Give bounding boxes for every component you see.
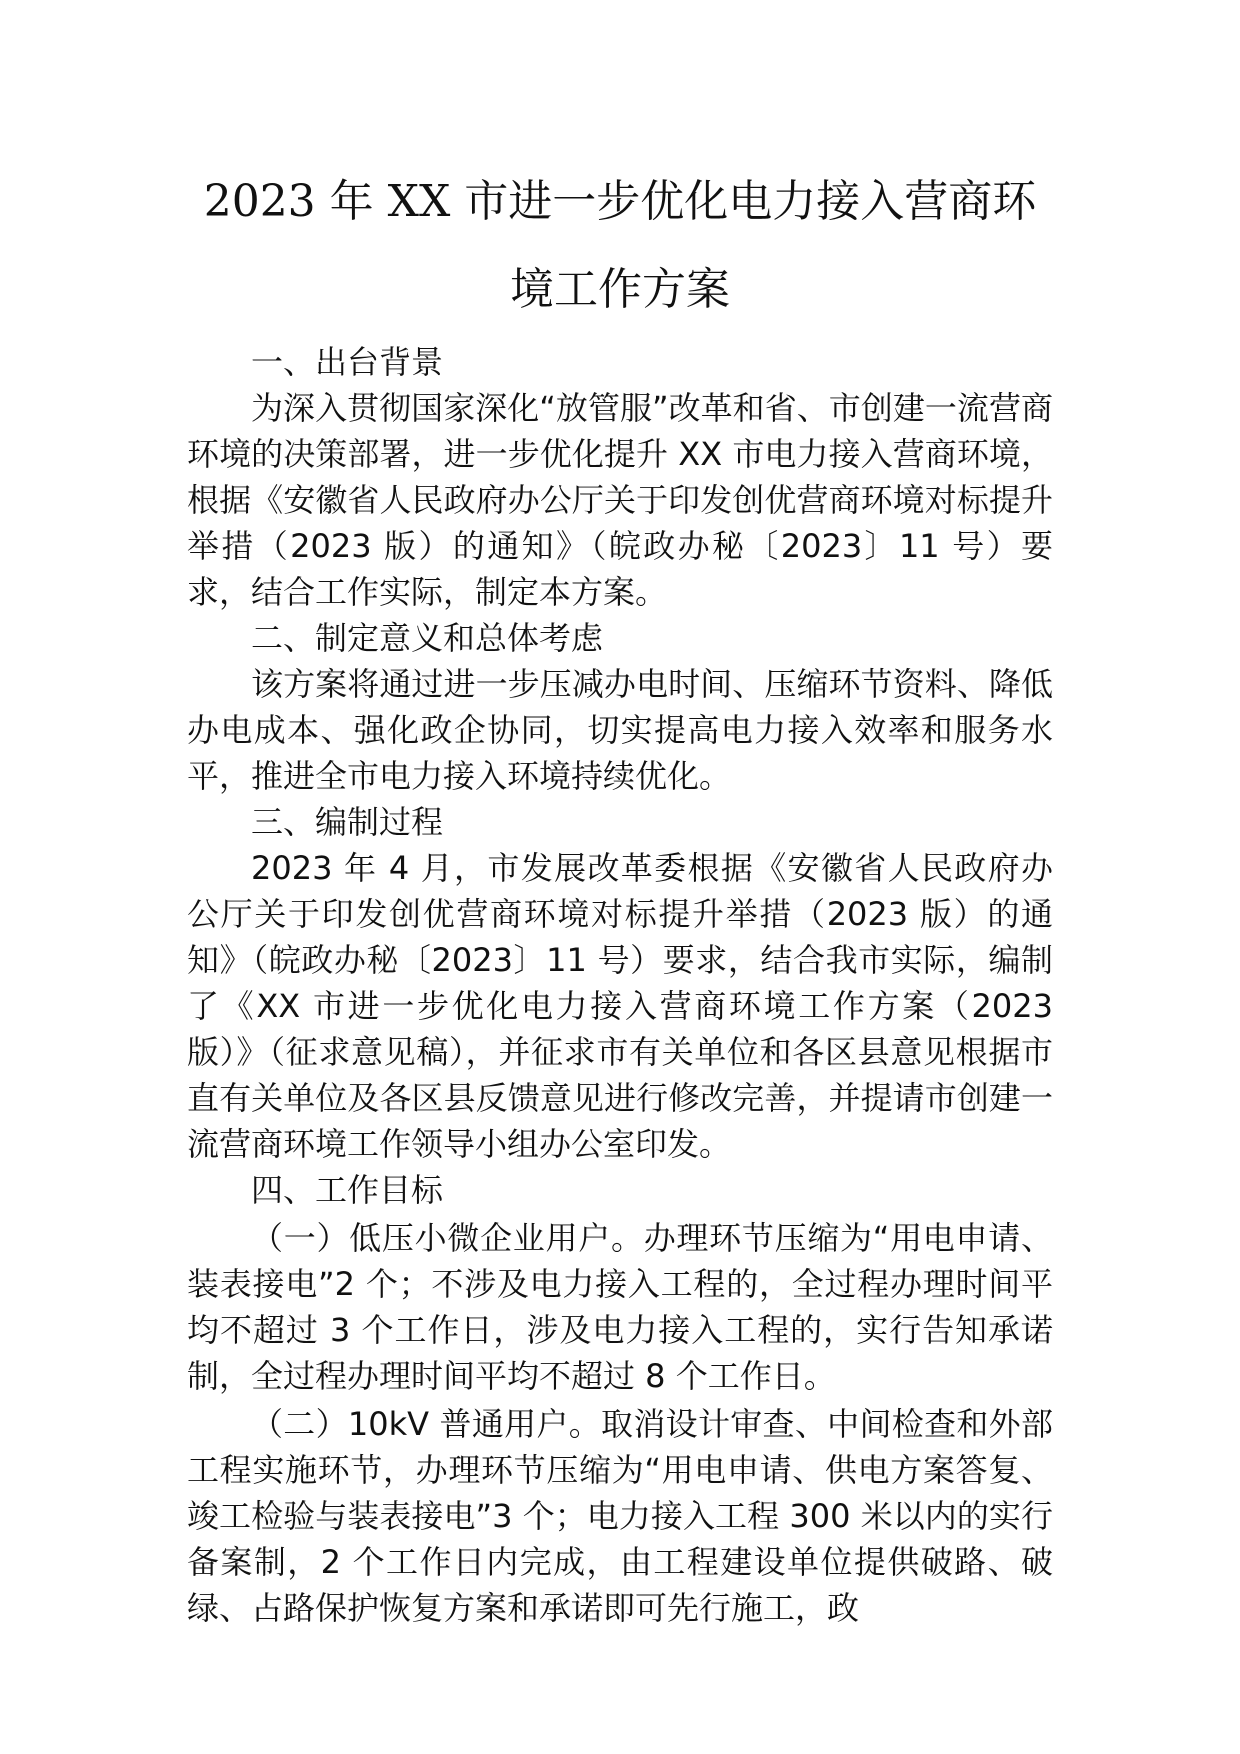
- section-3-paragraph: 2023 年 4 月，市发展改革委根据《安徽省人民政府办公厅关于印发创优营商环境对标提升举措（2023 版）的通知》（皖政办秘〔2023〕11 号）要求，结合我市实际，编制了《XX 市进一步优化电力接入营商环境工作方案（2023 版）》（征求意见稿），并征求市有关单位和各区县意见根据市直有关单位及各区县反馈意见进行修改完善，并提请市创建一流营商环境工作领导小组办公室印发。: [187, 849, 1053, 1163]
- section-4-paragraph-2: （二）10kV 普通用户。取消设计审查、中间检查和外部工程实施环节，办理环节压缩为“用电申请、供电方案答复、竣工检验与装表接电”3 个；电力接入工程 300 米以内的实行备案制，2 个工作日内完成，由工程建设单位提供破路、破绿、占路保护恢复方案和承诺即可先行施工，政: [187, 1405, 1053, 1627]
- document-body: [187, 339, 1053, 1631]
- section-1-heading: 一、出台背景: [251, 343, 444, 381]
- section-4-paragraph-1: （一）低压小微企业用户。办理环节压缩为“用电申请、装表接电”2 个；不涉及电力接入工程的，全过程办理时间平均不超过 3 个工作日，涉及电力接入工程的，实行告知承诺制，全过程办理时间平均不超过 8 个工作日。: [187, 1219, 1053, 1395]
- document-title-line-2: 境工作方案: [510, 264, 730, 315]
- document-title-line-1: 2023 年 XX 市进一步优化电力接入营商环: [203, 176, 1037, 227]
- section-2-heading: 二、制定意义和总体考虑: [251, 619, 604, 657]
- section-3-heading: 三、编制过程: [251, 803, 444, 841]
- section-4-heading: 四、工作目标: [251, 1171, 444, 1209]
- section-1-paragraph: 为深入贯彻国家深化“放管服”改革和省、市创建一流营商环境的决策部署，进一步优化提升 XX 市电力接入营商环境，根据《安徽省人民政府办公厅关于印发创优营商环境对标提升举措（2023 版）的通知》（皖政办秘〔2023〕11 号）要求，结合工作实际，制定本方案。: [187, 389, 1053, 611]
- section-2-paragraph: 该方案将通过进一步压减办电时间、压缩环节资料、降低办电成本、强化政企协同，切实提高电力接入效率和服务水平，推进全市电力接入环境持续优化。: [187, 665, 1053, 795]
